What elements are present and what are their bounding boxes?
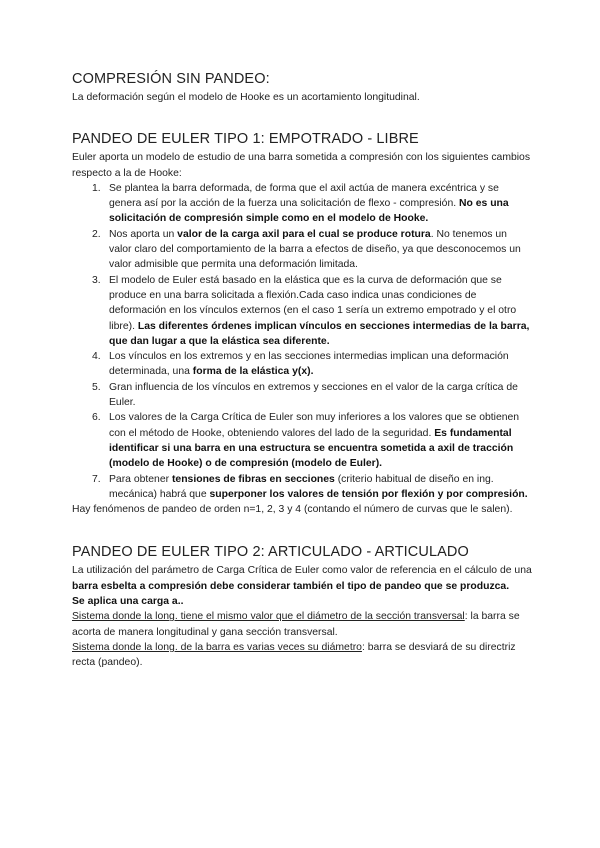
list-text: (criterio habitual de diseño en ing. mecánica) habrá que — [109, 473, 494, 500]
list-number: 4. — [92, 351, 101, 363]
section-paragraph-compresion: La deformación según el modelo de Hooke es un acortamiento longitudinal. — [72, 92, 420, 103]
section-paragraph-sistema-largo — [72, 640, 532, 671]
section-outro-euler-tipo-1: Hay fenómenos de pandeo de orden n=1, 2, 3 y 4 (contando el número de curvas que le salen). — [72, 504, 513, 516]
paragraph-underlined-text: Sistema donde la long. tiene el mismo valor que el diámetro de la sección transversal — [72, 611, 465, 623]
section-paragraph-sistema-corto — [72, 609, 532, 640]
list-item — [92, 472, 532, 503]
list-number: 3. — [92, 274, 101, 286]
paragraph-bold-text: Se aplica una carga a.. — [72, 596, 184, 608]
section-heading-euler-tipo-2: PANDEO DE EULER TIPO 2: ARTICULADO - ARTICULADO — [72, 544, 469, 561]
section-intro-euler-tipo-1: Euler aporta un modelo de estudio de una barra sometida a compresión con los siguientes cambios respecto a la de Hooke: — [72, 152, 531, 179]
paragraph-bold-text: barra esbelta a compresión debe considerar también el tipo de pandeo que se produzca. — [72, 580, 510, 592]
section-heading-euler-tipo-1: PANDEO DE EULER TIPO 1: EMPOTRADO - LIBRE — [72, 131, 419, 148]
document-page — [72, 70, 532, 671]
list-text: . No tenemos un valor claro del comportamiento de la barra a efectos de diseño, ya que desconocemos un valor admisible que permita una deformación limitada. — [109, 228, 521, 271]
list-bold-text: forma de la elástica y(x). — [192, 366, 314, 378]
list-item — [92, 380, 532, 411]
list-bold-text: superponer los valores de tensión por flexión y por compresión. — [209, 488, 528, 500]
section-paragraph-carga — [72, 594, 532, 609]
list-text: Los vínculos en los extremos y en las secciones intermedias implican una deformación determinada, una — [109, 351, 509, 378]
list-text: El modelo de Euler está basado en la elástica que es la curva de deformación que se produce en una barra solicitada a flexión.Cada caso indica unas condiciones de deformación en los vínculos externos (en el caso 1 sería un extremo empotrado y el otro libre). — [109, 274, 517, 332]
paragraph-text: La utilización del parámetro de Carga Crítica de Euler como valor de referencia en el cálculo de una — [72, 565, 532, 577]
list-bold-text: Las diferentes órdenes implican vínculos en secciones intermedias de la barra, que dan lugar a que la elástica sea diferente. — [109, 320, 530, 347]
list-number: 1. — [92, 182, 101, 194]
list-item — [92, 227, 532, 273]
list-text: Para obtener — [109, 473, 172, 485]
list-item — [92, 181, 532, 227]
list-bold-text: valor de la carga axil para el cual se produce rotura — [177, 228, 431, 240]
list-item — [92, 410, 532, 471]
list-number: 2. — [92, 228, 101, 240]
list-bold-text: tensiones de fibras en secciones — [171, 473, 335, 485]
list-item — [92, 349, 532, 380]
paragraph-text: : barra se desviará de su directriz recta (pandeo). — [72, 641, 516, 669]
section-paragraph-euler-tipo-2 — [72, 563, 532, 594]
list-number: 7. — [92, 473, 101, 485]
list-number: 5. — [92, 381, 101, 393]
list-bold-text: No es una solicitación de compresión simple como en el modelo de Hooke. — [109, 198, 509, 225]
paragraph-text: : la barra se acorta de manera longitudinal y gana sección transversal. — [72, 611, 520, 638]
list-item — [92, 273, 532, 349]
euler-changes-list — [72, 181, 532, 502]
section-heading-compresion: COMPRESIÓN SIN PANDEO: — [72, 71, 270, 87]
list-number: 6. — [92, 412, 101, 424]
paragraph-underlined-text: Sistema donde la long. de la barra es varias veces su diámetro — [72, 641, 362, 653]
list-bold-text: Es fundamental identificar si una barra en una estructura se encuentra sometida a axil de tracción (modelo de Hooke) o de compresión (modelo de Euler). — [109, 427, 514, 470]
list-text: Se plantea la barra deformada, de forma que el axil actúa de manera excéntrica y se genera así por la acción de la fuerza una solicitación de flexo - compresión. — [109, 182, 499, 210]
list-text: Nos aporta un — [109, 228, 178, 240]
list-text: Gran influencia de los vínculos en extremos y secciones en el valor de la carga crítica de Euler. — [109, 381, 518, 409]
list-text: Los valores de la Carga Crítica de Euler son muy inferiores a los valores que se obtienen con el método de Hooke, obteniendo valores del lado de la seguridad. — [109, 412, 520, 439]
